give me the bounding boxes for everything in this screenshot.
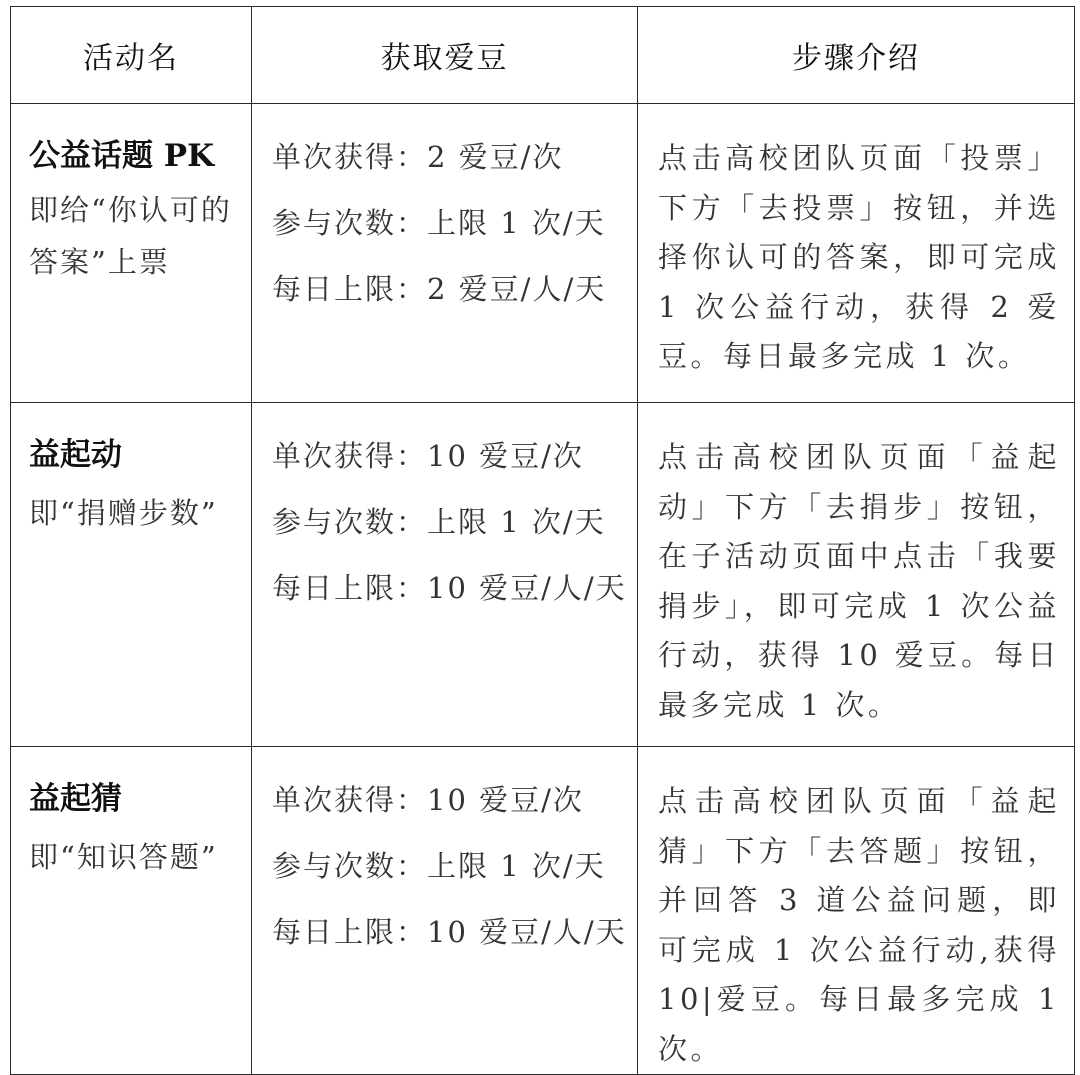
gain-single: 单次获得：10 爱豆/次 <box>272 439 584 473</box>
activity-cell <box>11 747 252 1075</box>
gain-cell <box>252 747 638 1075</box>
activity-name: 公益话题 PK <box>29 138 215 174</box>
activity-name: 益起猜 <box>29 781 122 817</box>
steps-cell <box>638 403 1075 747</box>
table-row <box>11 403 1075 747</box>
gain-daily-limit: 每日上限：2 爱豆/人/天 <box>272 272 607 306</box>
gain-cell <box>252 403 638 747</box>
header-steps: 步骤介绍 <box>638 7 1075 104</box>
steps-cell <box>638 747 1075 1075</box>
gain-daily-limit: 每日上限：10 爱豆/人/天 <box>272 571 627 605</box>
header-get-points: 获取爱豆 <box>252 7 638 104</box>
gain-single: 单次获得：2 爱豆/次 <box>272 140 564 174</box>
table-row <box>11 747 1075 1075</box>
table-row <box>11 104 1075 403</box>
table-header-row <box>11 7 1075 104</box>
activity-name: 益起动 <box>29 437 122 473</box>
steps-text: 点击高校团队页面「益起动」下方「去捐步」按钮，在子活动页面中点击「我要捐步」，即可完成 1 次公益行动，获得 10 爱豆。每日最多完成 1 次。 <box>658 440 1060 722</box>
gain-times: 参与次数：上限 1 次/天 <box>272 505 606 539</box>
activity-cell <box>11 104 252 403</box>
gain-daily-limit: 每日上限：10 爱豆/人/天 <box>272 915 627 949</box>
steps-cell <box>638 104 1075 403</box>
gain-times: 参与次数：上限 1 次/天 <box>272 206 606 240</box>
activity-description: 即“捐赠步数” <box>29 496 218 530</box>
activity-table <box>10 6 1075 1075</box>
header-activity-name: 活动名 <box>11 7 252 104</box>
activity-description: 即给“你认可的答案”上票 <box>29 193 232 279</box>
steps-text: 点击高校团队页面「益起猜」下方「去答题」按钮，并回答 3 道公益问题，即可完成 1 次公益行动,获得 10|爱豆。每日最多完成 1 次。 <box>658 784 1060 1066</box>
steps-text: 点击高校团队页面「投票」下方「去投票」按钮，并选择你认可的答案，即可完成 1 次公益行动，获得 2 爱豆。每日最多完成 1 次。 <box>658 141 1060 373</box>
activity-cell <box>11 403 252 747</box>
activity-description: 即“知识答题” <box>29 840 218 874</box>
gain-cell <box>252 104 638 403</box>
gain-single: 单次获得：10 爱豆/次 <box>272 783 584 817</box>
gain-times: 参与次数：上限 1 次/天 <box>272 849 606 883</box>
